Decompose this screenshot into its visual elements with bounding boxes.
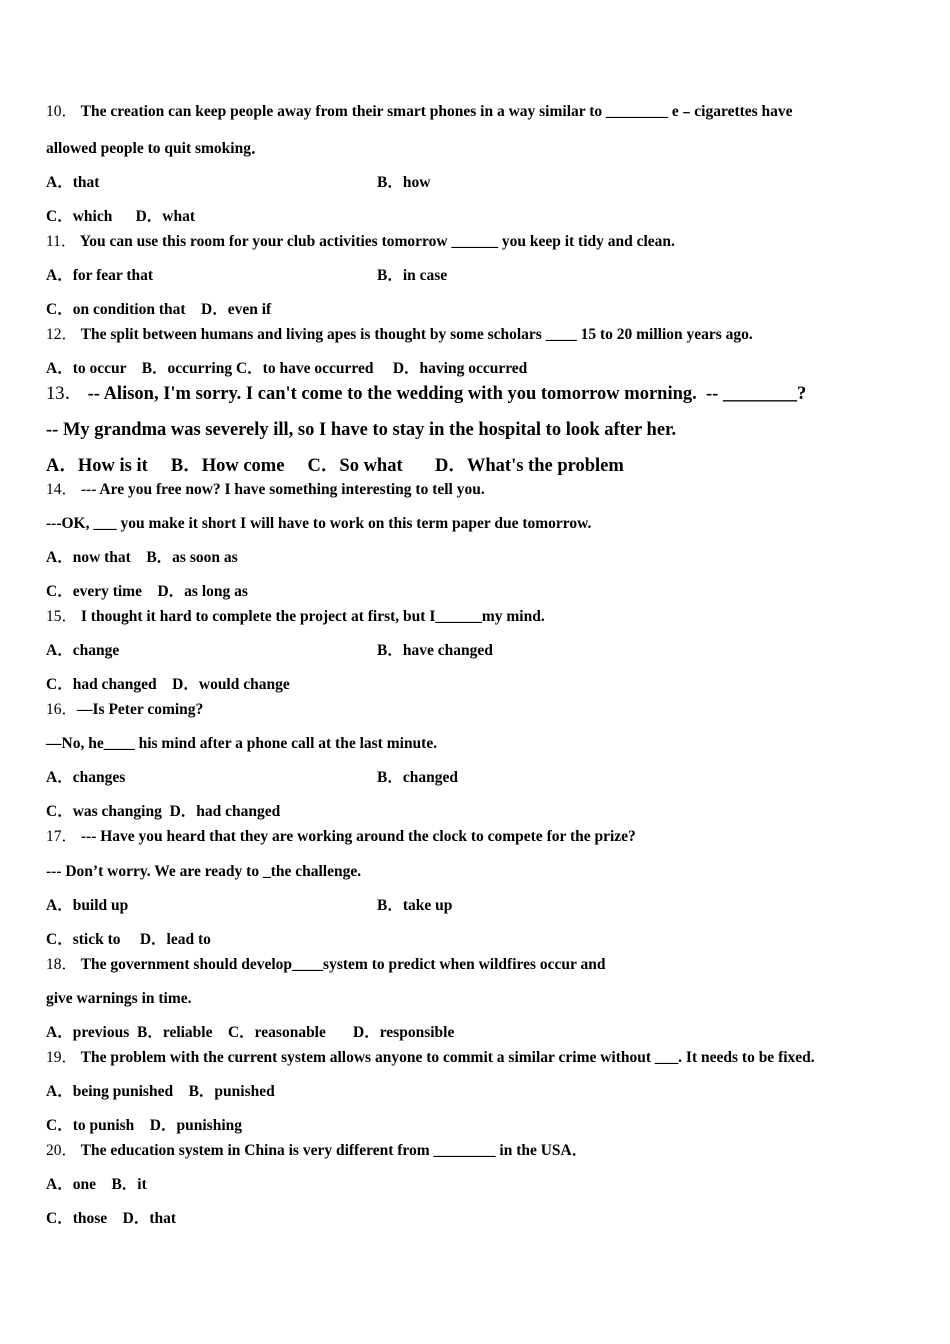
question-stem: The split between humans and living apes is thought by some scholars ____ 15 to 20 million years ago.: [80, 326, 753, 343]
question-17-line-1: [46, 827, 636, 847]
option-c-d: C．those D．that: [46, 1210, 177, 1227]
question-17-line-2: --- Don’t worry. We are ready to _the challenge.: [46, 863, 362, 880]
question-number: 17．: [46, 828, 78, 845]
question-14-line-1: [46, 480, 485, 500]
question-stem: —Is Peter coming?: [77, 701, 204, 718]
options-line: A．previous B．reliable C．reasonable D．responsible: [46, 1024, 455, 1041]
option-b: B．take up: [377, 897, 453, 914]
question-stem: The creation can keep people away from their smart phones in a way similar to ________ e﹣cigarettes have: [80, 103, 793, 120]
question-number: 15．: [46, 608, 78, 625]
question-stem: The problem with the current system allows anyone to commit a similar crime without ___. It needs to be fixed.: [80, 1049, 815, 1066]
options-line: A．to occur B．occurring C．to have occurred D．having occurred: [46, 360, 528, 377]
option-b: B．changed: [377, 769, 458, 786]
option-a: A．for fear that: [46, 267, 154, 284]
question-number: 20．: [46, 1142, 78, 1159]
option-c-d: C．on condition that D．even if: [46, 301, 272, 318]
option-a-b: A．one B．it: [46, 1176, 147, 1193]
option-a-b: A．now that B．as soon as: [46, 549, 238, 566]
question-16-line-1: [46, 700, 203, 720]
question-number: 19．: [46, 1049, 78, 1066]
option-b: B．have changed: [377, 642, 493, 659]
question-13-line-2: -- My grandma was severely ill, so I have to stay in the hospital to look after her.: [46, 420, 677, 440]
question-12-line-1: [46, 325, 753, 345]
option-b: B．in case: [377, 267, 448, 284]
options-line: A．How is it B．How come C．So what D．What's the problem: [46, 456, 624, 476]
option-c-d: C．to punish D．punishing: [46, 1117, 242, 1134]
question-stem: You can use this room for your club activities tomorrow ______ you keep it tidy and clean.: [79, 233, 675, 250]
question-10-line-2: allowed people to quit smoking．: [46, 140, 267, 157]
question-stem: -- Alison, I'm sorry. I can't come to the wedding with you tomorrow morning. -- ________?: [87, 384, 807, 404]
option-a: A．change: [46, 642, 120, 659]
question-stem: --- Are you free now? I have something interesting to tell you.: [80, 481, 485, 498]
option-a-b: A．being punished B．punished: [46, 1083, 275, 1100]
question-number: 18．: [46, 956, 78, 973]
question-13-line-1: [46, 382, 806, 406]
question-18-line-1: [46, 955, 605, 975]
question-19-line-1: [46, 1048, 815, 1068]
option-c-d: C．had changed D．would change: [46, 676, 290, 693]
question-14-line-2: ---OK, ___ you make it short I will have to work on this term paper due tomorrow.: [46, 515, 592, 532]
question-number: 14．: [46, 481, 78, 498]
question-10-line-1: [46, 102, 793, 122]
question-stem: The government should develop____system to predict when wildfires occur and: [80, 956, 606, 973]
question-stem: The education system in China is very different from ________ in the USA．: [80, 1142, 588, 1159]
option-a: A．that: [46, 174, 100, 191]
question-number: 10．: [46, 103, 78, 120]
option-a: A．build up: [46, 897, 129, 914]
question-stem: --- Have you heard that they are working around the clock to compete for the prize?: [80, 828, 636, 845]
question-11-line-1: [46, 232, 675, 252]
option-a: A．changes: [46, 769, 126, 786]
question-number: 13．: [46, 384, 84, 404]
option-b: B．how: [377, 174, 431, 191]
question-20-line-1: [46, 1141, 587, 1161]
option-c-d: C．was changing D．had changed: [46, 803, 281, 820]
option-c-d: C．every time D．as long as: [46, 583, 248, 600]
question-16-line-2: —No, he____ his mind after a phone call at the last minute.: [46, 735, 438, 752]
question-number: 11．: [46, 233, 77, 250]
question-15-line-1: [46, 607, 545, 627]
question-stem: I thought it hard to complete the project at first, but I______my mind.: [80, 608, 545, 625]
question-18-line-2: give warnings in time.: [46, 990, 192, 1007]
question-number: 12．: [46, 326, 78, 343]
option-c-d: C．which D．what: [46, 208, 195, 225]
question-number: 16．: [46, 701, 78, 718]
option-c-d: C．stick to D．lead to: [46, 931, 211, 948]
